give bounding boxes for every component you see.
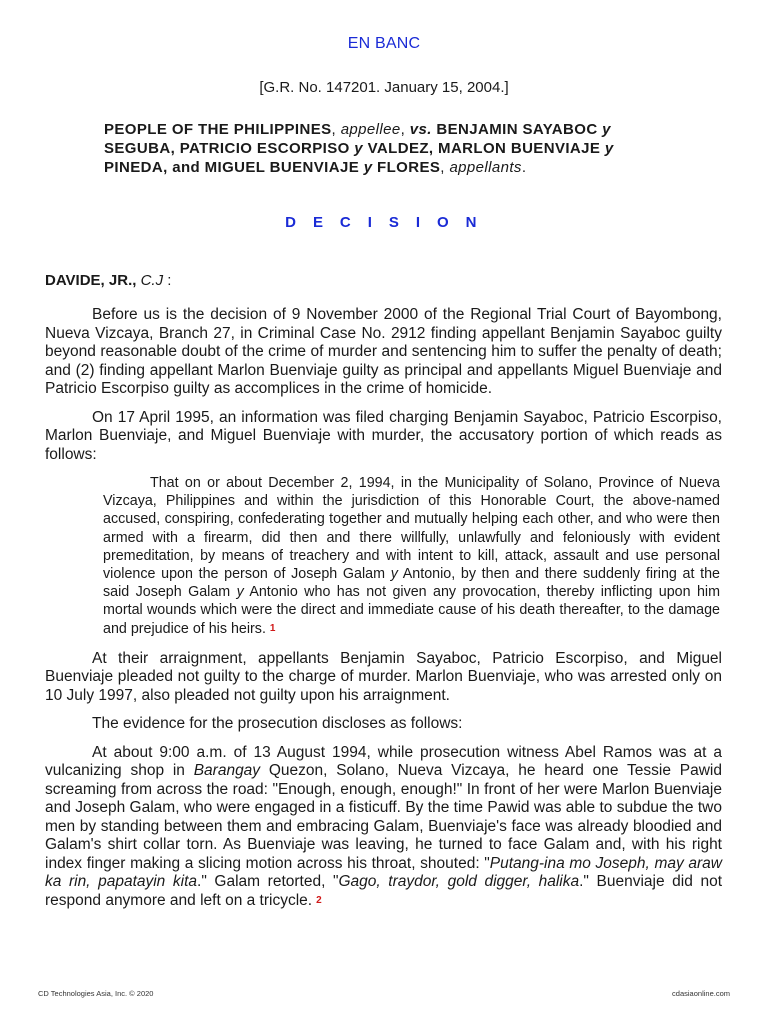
paragraph: The evidence for the prosecution discloses as follows: (92, 715, 463, 733)
footer-site: cdasiaonline.com (672, 989, 730, 998)
case-parties: PEOPLE OF THE PHILIPPINES, appellee, vs. BENJAMIN SAYABOC y SEGUBA, PATRICIO ESCORPISO y VALDEZ, MARLON BUENVIAJE y PINEDA, and MIGUEL BUENVIAJE y FLORES, appellants. (104, 121, 614, 176)
court-division: EN BANC (347, 35, 421, 52)
ponente-name: DAVIDE, JR., (45, 272, 137, 289)
case-reference: [G.R. No. 147201. January 15, 2004.] (259, 79, 509, 96)
party-role: appellants (449, 159, 522, 176)
information-quote: That on or about December 2, 1994, in the Municipality of Solano, Province of Nueva Vizcaya, Philippines and within the jurisdiction of this Honorable Court, the above-named accused, conspiring, confederating together and mutually helping each other, and who were then armed with a firearm, did then and there willfully, unlawfully and feloniously with evident premeditation, by means of treachery and with intent to kill, attack, assault and use personal violence upon the person of Joseph Galam y Antonio, by then and there suddenly firing at the said Joseph Galam y Antonio who has not given any provocation, thereby inflicting upon him mortal wounds which were the direct and immediate cause of his death thereafter, to the damage and prejudice of his heirs. $^1$ (103, 475, 720, 637)
footer-copyright: CD Technologies Asia, Inc. © 2020 (38, 989, 154, 998)
party-name: PINEDA, and MIGUEL BUENVIAJE (104, 159, 360, 176)
paragraph: On 17 April 1995, an information was filed charging Benjamin Sayaboc, Patricio Escorpiso, Marlon Buenviaje, and Miguel Buenviaje with murder, the accusatory portion of which reads as follows: (45, 408, 722, 463)
paragraph: At about 9:00 a.m. of 13 August 1994, while prosecution witness Abel Ramos was at a vulcanizing shop in Barangay Quezon, Solano, Nueva Vizcaya, he heard one Tessie Pawid screaming from across the road: "Enough, enough, enough!" In front of her were Marlon Buenviaje and Joseph Galam, who were engaged in a fisticuff. By the time Pawid was able to subdue the two men by standing between them and embracing Galam, Buenviaje's face was already bloodied and Galam's shirt collar torn. As Buenviaje was leaving, he turned to face Galam and, with his right index finger making a slicing motion across his throat, shouted: "Putang-ina mo Joseph, may araw ka rin, papatayin kita." Galam retorted, "Gago, traydor, gold digger, halika." Buenviaje did not respond anymore and left on a tricycle. $^2$ (45, 743, 722, 909)
party-name: FLORES (377, 159, 441, 176)
ponente: DAVIDE, JR., C.J : (45, 272, 172, 289)
decision-body (45, 306, 722, 920)
party-name: BENJAMIN SAYABOC (436, 121, 598, 138)
decision-heading: D E C I S I O N (285, 214, 483, 231)
party-role: appellee (340, 121, 401, 138)
paragraph: Before us is the decision of 9 November 2000 of the Regional Trial Court of Bayombong, Nueva Vizcaya, Branch 27, in Criminal Case No. 2912 finding appellant Benjamin Sayaboc guilty beyond reasonable doubt of the crime of murder and sentencing him to suffer the penalty of death; and (2) finding appellant Marlon Buenviaje guilty as principal and appellants Miguel Buenviaje and Patricio Escorpiso guilty as accomplices in the crime of homicide. (45, 306, 722, 397)
versus: vs. (409, 121, 432, 138)
party-name: VALDEZ, MARLON BUENVIAJE (367, 140, 601, 157)
paragraph: At their arraignment, appellants Benjamin Sayaboc, Patricio Escorpiso, and Miguel Buenviaje pleaded not guilty to the charge of murder. Marlon Buenviaje, who was arrested only on 10 July 1997, also pleaded not guilty upon his arraignment. (45, 649, 722, 704)
party-name: PEOPLE OF THE PHILIPPINES (104, 121, 332, 138)
party-name: SEGUBA, PATRICIO ESCORPISO (104, 140, 350, 157)
footnote-link[interactable]: 2 (316, 894, 322, 906)
footnote-link[interactable]: 1 (269, 622, 276, 634)
ponente-title: C.J (140, 272, 164, 289)
